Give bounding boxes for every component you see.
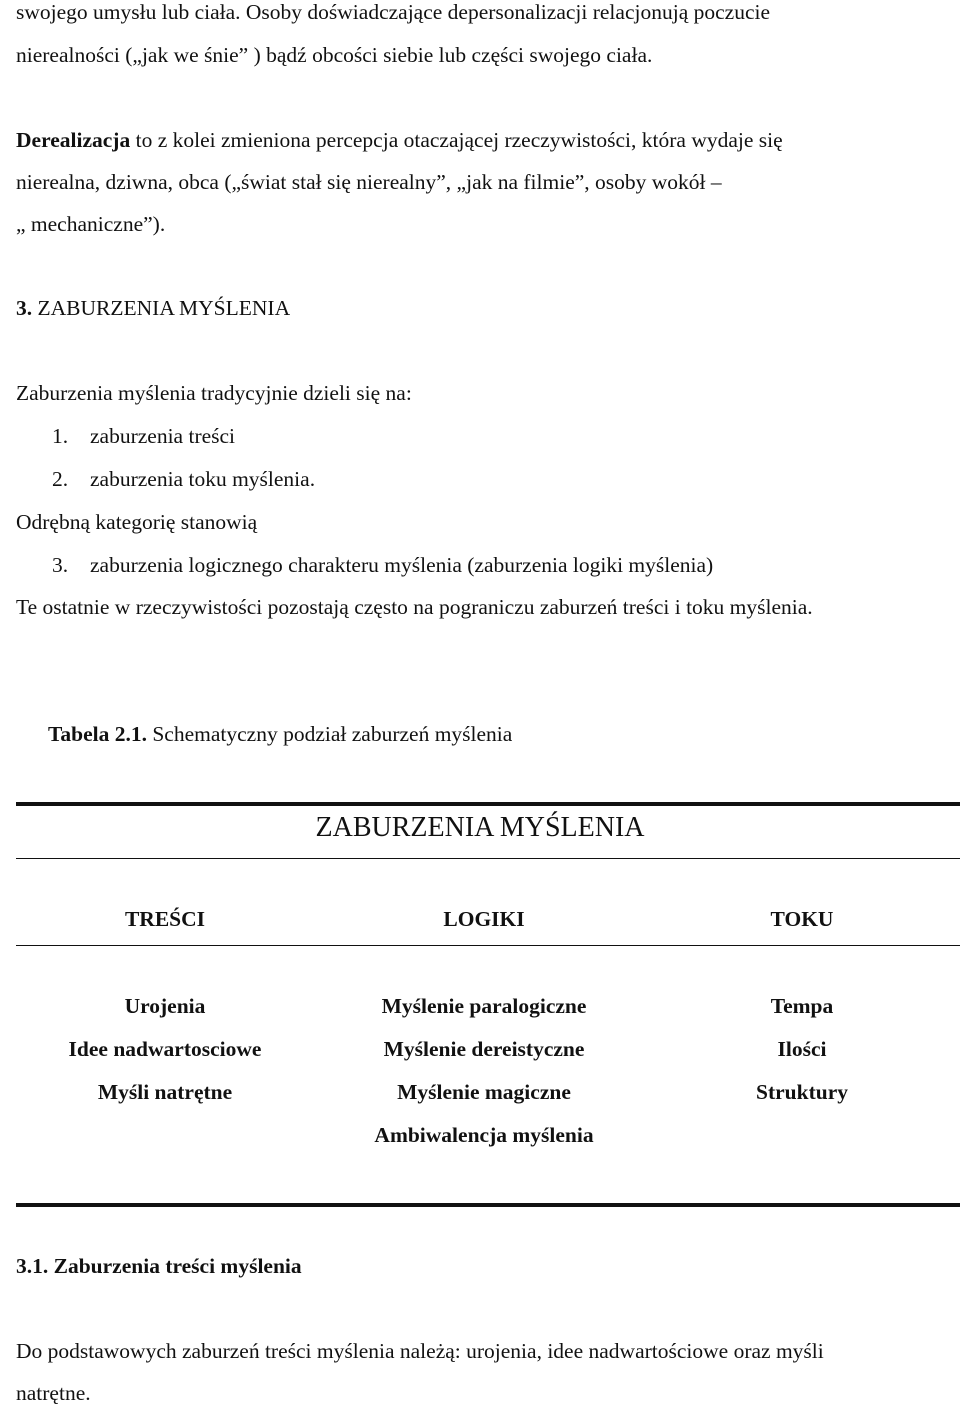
derealization-line-1 [16, 130, 783, 152]
table-cell: Myśli natrętne [97, 1080, 233, 1104]
list-item [52, 555, 713, 577]
list-item-text: zaburzenia toku myślenia. [90, 467, 316, 491]
derealization-line-3: „ mechaniczne”). [16, 212, 166, 236]
list-item [52, 426, 235, 448]
table-bottom-rule [16, 1203, 960, 1207]
section-intro: Zaburzenia myślenia tradycyjnie dzieli się na: [16, 381, 412, 405]
derealization-line-2: nierealna, dziwna, obca („świat stał się nierealny”, „jak na filmie”, osoby wokół – [16, 170, 722, 194]
section-title: ZABURZENIA MYŚLENIA [32, 296, 291, 320]
separate-category-note: Odrębną kategorię stanowią [16, 510, 258, 534]
table-cell: Myślenie magiczne [397, 1080, 571, 1104]
subsection-line-1: Do podstawowych zaburzeń treści myślenia należą: urojenia, idee nadwartościowe oraz myśli [16, 1339, 824, 1363]
column-header-toku: TOKU [770, 907, 834, 931]
table-cell: Tempa [770, 994, 834, 1018]
list-item [52, 469, 315, 491]
derealization-term: Derealizacja [16, 128, 131, 152]
table-cell: Ambiwalencja myślenia [374, 1123, 594, 1147]
list-item-number: 1. [52, 424, 69, 448]
intro-line-2: nierealności („jak we śnie” ) bądź obcości siebie lub części swojego ciała. [16, 43, 653, 67]
intro-line-1: swojego umysłu lub ciała. Osoby doświadczające depersonalizacji relacjonują poczucie [16, 0, 771, 24]
closing-sentence: Te ostatnie w rzeczywistości pozostają często na pograniczu zaburzeń treści i toku myślenia. [16, 595, 813, 619]
table-cell: Myślenie dereistyczne [383, 1037, 585, 1061]
column-header-logiki: LOGIKI [443, 907, 525, 931]
table-caption-label: Tabela 2.1. [48, 722, 147, 746]
table-cell: Ilości [777, 1037, 827, 1061]
table-header-rule [16, 945, 960, 946]
table-cell: Struktury [756, 1080, 848, 1104]
subsection-heading: 3.1. Zaburzenia treści myślenia [16, 1254, 302, 1278]
table-title: ZABURZENIA MYŚLENIA [315, 812, 645, 843]
column-header-tresci: TREŚCI [124, 907, 206, 931]
table-caption [48, 724, 512, 746]
table-cell: Idee nadwartosciowe [68, 1037, 262, 1061]
subsection-line-2: natrętne. [16, 1381, 91, 1405]
table-cell: Myślenie paralogiczne [381, 994, 587, 1018]
list-item-number: 2. [52, 467, 69, 491]
section-heading [16, 298, 290, 320]
list-item-text: zaburzenia logicznego charakteru myślenia (zaburzenia logiki myślenia) [90, 553, 714, 577]
list-item-text: zaburzenia treści [90, 424, 236, 448]
table-caption-text: Schematyczny podział zaburzeń myślenia [146, 722, 513, 746]
derealization-line-1-rest: to z kolei zmieniona percepcja otaczającej rzeczywistości, która wydaje się [130, 128, 783, 152]
section-number: 3. [16, 296, 33, 320]
list-item-number: 3. [52, 553, 69, 577]
table-title-rule [16, 858, 960, 859]
table-top-rule [16, 802, 960, 806]
table-cell: Urojenia [124, 994, 206, 1018]
